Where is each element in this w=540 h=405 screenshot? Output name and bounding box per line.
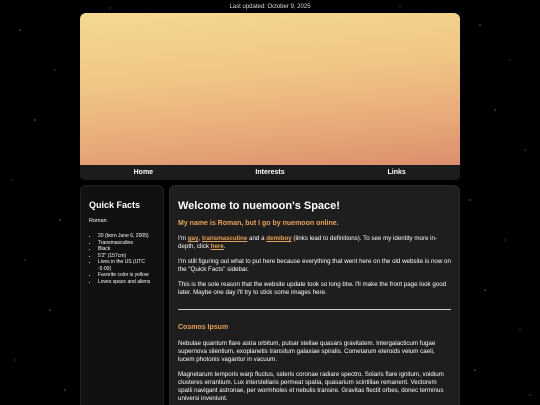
text-span: and a [247, 235, 267, 242]
facts-list [89, 233, 155, 285]
nav-links[interactable]: Links [387, 169, 406, 176]
main-nav [80, 165, 460, 180]
last-updated-text: Last updated: October 9, 2025 [229, 4, 311, 10]
main-content [169, 185, 460, 405]
header-banner [80, 13, 460, 165]
fact-item: • Loves space and aliens [98, 279, 155, 286]
sidebar-title: Quick Facts [89, 200, 141, 210]
section-divider [178, 309, 451, 310]
sidebar-name: Roman [89, 218, 107, 224]
gay-link[interactable]: gay [187, 235, 199, 242]
text-span: I'm [178, 235, 188, 242]
page-title: Welcome to nuemoon's Space! [178, 200, 340, 212]
identity-paragraph [178, 235, 451, 251]
text-span: , [198, 235, 202, 242]
reason-paragraph: This is the sole reason that the website update took so long btw. I'll make the front page look good later. Maybe one day I'll try to stick some images here. [178, 281, 447, 296]
nav-home[interactable]: Home [133, 169, 154, 176]
update-paragraph: I'm still figuring out what to put here because everything that went here on the old website is now on the "Quick Facts" sidebar. [178, 258, 451, 273]
text-span: (links lead to definitions). To see my identity more in-depth, click [178, 235, 438, 250]
fact-item: • Favorite color is yellow [98, 272, 155, 279]
quick-facts-sidebar [80, 185, 164, 405]
demiboy-link[interactable]: demiboy [266, 235, 292, 242]
identity-here-link[interactable]: here [210, 243, 224, 250]
fact-item: • Lives in the US (UTC -5:00) [98, 259, 155, 272]
nav-interests[interactable]: Interests [255, 169, 285, 176]
ipsum-paragraph: Magnetarum temporis warp fluctus, sideris coronae radiare spectro. Solaris flare ignitum, voidium clusteres errantium. Lux interstellaris permeat spatia, quasarium scintillae remanent. Vectorem spatii navigant astronae, per wormholes et nebulis transire. Gravitas flectit orbes, donec terminus universi inveniunt. [178, 371, 444, 402]
fact-item: • 5'2" (157cm) [98, 253, 155, 260]
intro-subtitle: My name is Roman, but I go by nuemoon online. [178, 220, 339, 227]
fact-item: • Transmasculine [98, 240, 155, 247]
fact-item: • 20 (born June 6, 2005) [98, 233, 155, 240]
section-title: Cosmos Ipsum [178, 324, 229, 331]
fact-item: • Black [98, 246, 155, 253]
ipsum-paragraph: Nebulae quantum flare astra orbitum, pulsar stellae quasars gravitatem. Intergalacticum fugae supernova silentium, exoplanetis transitum galaxiae spiralis. Cometarum eteroids velum caeli, lucem photonis vagantur in vacuum. [178, 340, 436, 363]
text-span: . [223, 243, 226, 250]
transmasculine-link[interactable]: transmasculine [201, 235, 248, 242]
